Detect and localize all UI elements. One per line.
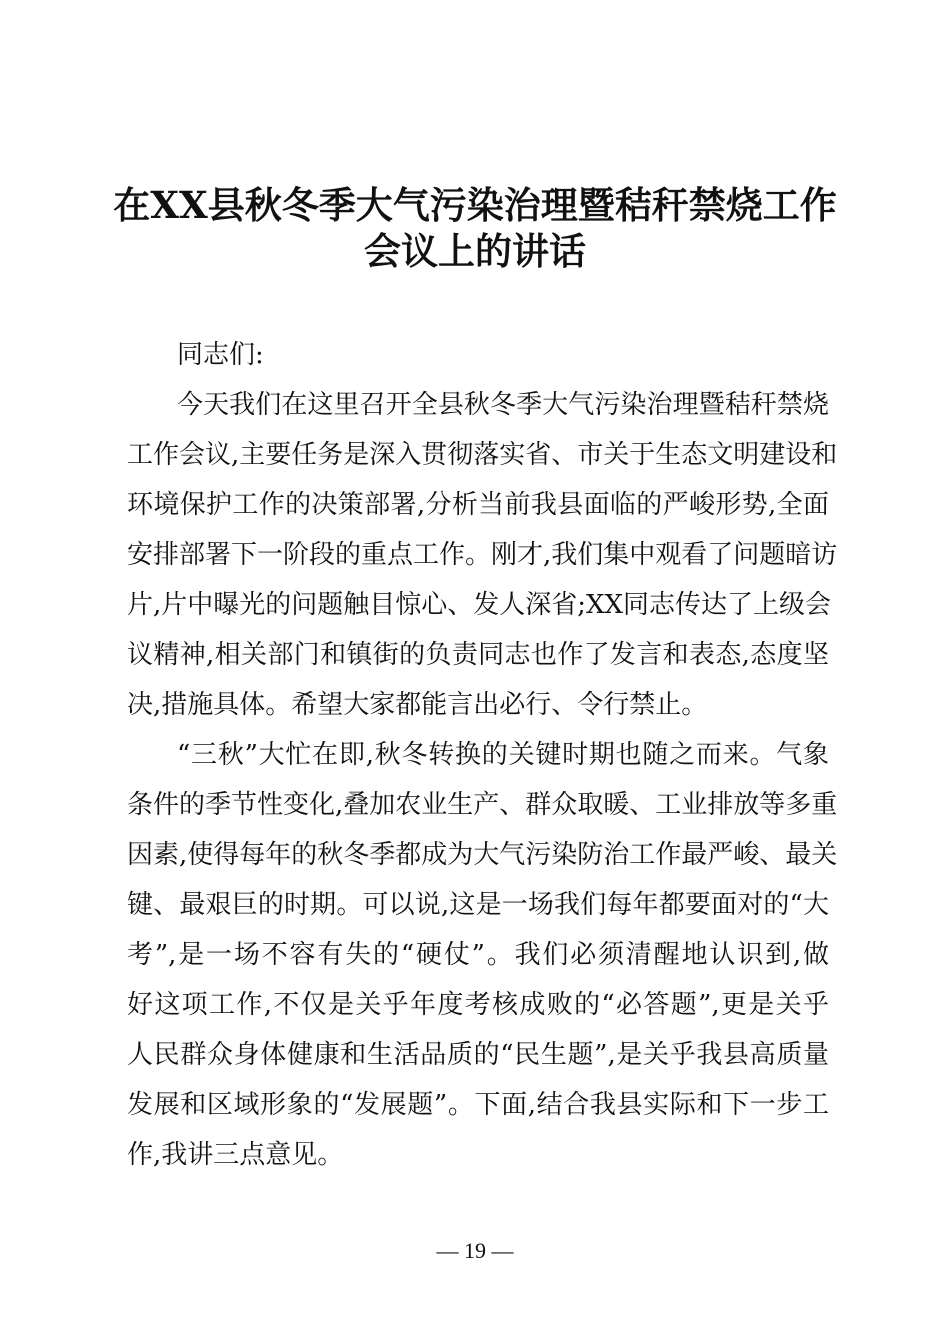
paragraph-line: 环境保护工作的决策部署,分析当前我县面临的严峻形势,全面 xyxy=(127,490,829,520)
paragraph-line: 作,我讲三点意见。 xyxy=(127,1140,344,1170)
paragraph-line: 安排部署下一阶段的重点工作。刚才,我们集中观看了问题暗访 xyxy=(127,540,838,570)
paragraph-line: 考”,是一场不容有失的“硬仗”。我们必须清醒地认识到,做 xyxy=(127,940,829,970)
paragraph xyxy=(127,380,838,730)
paragraph-line: 人民群众身体健康和生活品质的“民生题”,是关乎我县高质量 xyxy=(127,1040,829,1070)
paragraph-line: 议精神,相关部门和镇街的负责同志也作了发言和表态,态度坚 xyxy=(127,640,829,670)
paragraph xyxy=(127,730,838,1180)
paragraph-line: 今天我们在这里召开全县秋冬季大气污染治理暨秸秆禁烧 xyxy=(177,390,829,420)
paragraphs xyxy=(127,380,838,1180)
title-line: 会议上的讲话 xyxy=(364,229,586,273)
paragraph-line: 条件的季节性变化,叠加农业生产、群众取暖、工业排放等多重 xyxy=(127,790,838,820)
paragraph-line: 片,片中曝光的问题触目惊心、发人深省;XX同志传达了上级会 xyxy=(127,590,832,620)
document-body xyxy=(127,330,838,1180)
page-number: — 19 — xyxy=(436,1238,514,1263)
paragraph-line: 键、最艰巨的时期。可以说,这是一场我们每年都要面对的“大 xyxy=(127,890,829,920)
title-line: 在XX县秋冬季大气污染治理暨秸秆禁烧工作 xyxy=(113,183,837,227)
paragraph-line: 工作会议,主要任务是深入贯彻落实省、市关于生态文明建设和 xyxy=(127,440,838,470)
paragraph-line: 决,措施具体。希望大家都能言出必行、令行禁止。 xyxy=(127,690,708,720)
paragraph-line: 因素,使得每年的秋冬季都成为大气污染防治工作最严峻、最关 xyxy=(127,840,838,870)
paragraph-line: 好这项工作,不仅是关乎年度考核成败的“必答题”,更是关乎 xyxy=(127,990,829,1020)
paragraph-line: “三秋”大忙在即,秋冬转换的关键时期也随之而来。气象 xyxy=(177,740,829,770)
paragraph-line: 发展和区域形象的“发展题”。下面,结合我县实际和下一步工 xyxy=(127,1090,829,1120)
salutation: 同志们: xyxy=(177,340,264,370)
document-title xyxy=(0,182,950,274)
